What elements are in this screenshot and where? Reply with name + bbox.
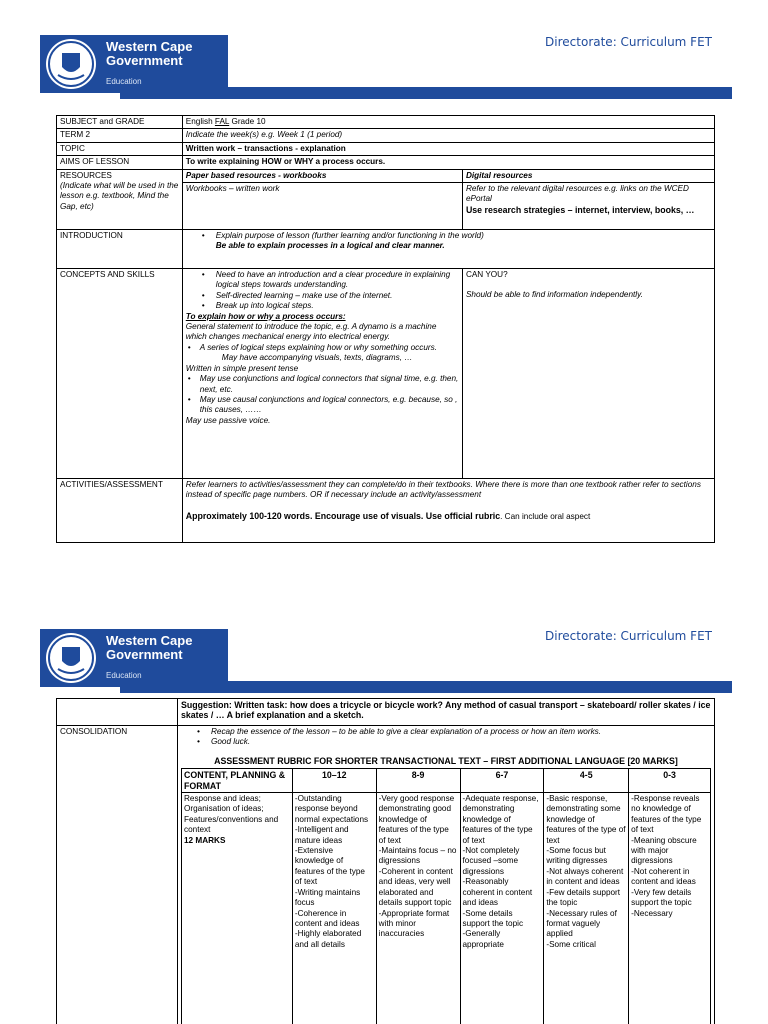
activities-label: ACTIVITIES/ASSESSMENT xyxy=(57,479,183,543)
introduction-content: • Explain purpose of lesson (further learning and/or functioning in the world) Be able to explain processes in a logical and clear manner. xyxy=(182,230,714,269)
term-value: Indicate the week(s) e.g. Week 1 (1 period) xyxy=(182,129,714,142)
subject-label: SUBJECT and GRADE xyxy=(57,116,183,129)
rubric-header-8-9: 8-9 xyxy=(376,769,460,793)
logo-title: Western Cape Government xyxy=(106,39,193,68)
header-divider xyxy=(120,681,732,693)
rubric-cell-4-5: -Basic response, demonstrating some knowledge of features of the type of text -Some focus but writing digresses -Not always coherent in content and ideas -Few details support the topic -Necessary rules of format vaguely applied -Some critical xyxy=(544,793,629,1024)
topic-value: Written work – transactions - explanation xyxy=(182,142,714,155)
rubric-header-4-5: 4-5 xyxy=(544,769,629,793)
coat-of-arms-icon xyxy=(46,633,96,683)
logo-subtitle: Education xyxy=(106,77,142,86)
digital-resources-heading: Digital resources xyxy=(462,169,714,182)
directorate-label: Directorate: Curriculum FET xyxy=(545,35,712,49)
consolidation-table xyxy=(56,698,715,1024)
rubric-cell-6-7: -Adequate response, demonstrating knowledge of features of the type of text -Not completely focused –some digressions -Reasonably coherent in content and ideas -Some details support the topic -Generally appropriate xyxy=(460,793,544,1024)
aims-value: To write explaining HOW or WHY a process occurs. xyxy=(182,156,714,169)
rubric-cell-10-12: -Outstanding response beyond normal expectations -Intelligent and mature ideas -Extensive knowledge of features of the type of text -Writing maintains focus -Coherence in content and ideas -Highly elaborated and all details xyxy=(292,793,376,1024)
directorate-label: Directorate: Curriculum FET xyxy=(545,629,712,643)
wcg-logo xyxy=(40,629,228,687)
rubric-criteria: Response and ideas; Organisation of ideas; Features/conventions and context 12 MARKS xyxy=(182,793,293,1024)
rubric-header-0-3: 0-3 xyxy=(629,769,711,793)
paper-resources-value: Workbooks – written work xyxy=(182,183,462,230)
aims-label: AIMS OF LESSON xyxy=(57,156,183,169)
introduction-label: INTRODUCTION xyxy=(57,230,183,269)
resources-label: RESOURCES (Indicate what will be used in the lesson e.g. textbook, Mind the Gap, etc) xyxy=(57,169,183,229)
rubric-cell-0-3: -Response reveals no knowledge of features of the type of text -Meaning obscure with major digressions -Not coherent in content and ideas -Very few details support the topic -Necessary xyxy=(629,793,711,1024)
logo-title: Western Cape Government xyxy=(106,633,193,662)
digital-resources-value: Refer to the relevant digital resources e.g. links on the WCED ePortal Use research strategies – internet, interview, books, … xyxy=(462,183,714,230)
activities-content: Refer learners to activities/assessment they can complete/do in their textbooks. Where there is more than one textbook rather refer to sections instead of specific page numbers. OR if necessary include an activity/assessment Approximately 100-120 words. Encourage use of visuals. Use official rubric. Can include oral aspect xyxy=(182,479,714,543)
assessment-rubric xyxy=(181,768,711,1024)
rubric-header-criteria: CONTENT, PLANNING & FORMAT xyxy=(182,769,293,793)
consolidation-label: CONSOLIDATION xyxy=(57,726,178,1024)
consolidation-content: • Recap the essence of the lesson – to be able to give a clear explanation of a process or how an item works. • Good luck. ASSESSMENT RUBRIC FOR SHORTER TRANSACTIONAL TEXT – FIRST ADDITIONAL LANGUAGE [20 MARKS] CONTENT, PLANNING & FORMAT 10–12 8-9 6-7 4-5 0-3 Response and ideas; Organisation of ideas; Features/conventions and context 12 MARKS -Outstanding response beyond normal expectations -Intelligent and mature ideas -Extensive knowledge of features of the type of text -Writing maintains focus -Coherence in content and ideas -Highly elaborated and all details -Very good response demonstrating good knowledge of features of the type of text -Maintains focus – no digressions -Coherent in content and ideas, very well elaborated and details support topic -Appropriate format with minor inaccuracies -Adequate response, demonstrating knowledge of features of the type of text -Not completely focused –some digressions -Reasonably coherent in content and ideas -Some details support the topic -Generally appropriate -Basic response, demonstrating some knowledge of features of the type of text -Some focus but writing digresses -Not always coherent in content and ideas -Few details support the topic -Necessary rules of format vaguely applied -Some critical -Response reveals no knowledge of features of the type of text -Meaning obscure with major digressions -Not coherent in content and ideas -Very few details support the topic -Necessary xyxy=(178,726,715,1024)
rubric-header-10-12: 10–12 xyxy=(292,769,376,793)
lesson-plan-table xyxy=(56,115,715,543)
rubric-header-6-7: 6-7 xyxy=(460,769,544,793)
rubric-title: ASSESSMENT RUBRIC FOR SHORTER TRANSACTIONAL TEXT – FIRST ADDITIONAL LANGUAGE [20 MARKS] xyxy=(214,755,678,766)
header-divider xyxy=(120,87,732,99)
logo-subtitle: Education xyxy=(106,671,142,680)
can-you-box: CAN YOU? Should be able to find information independently. xyxy=(462,269,714,479)
concepts-content: • Need to have an introduction and a clear procedure in explaining logical steps towards understanding. • Self-directed learning – make use of the internet. • Break up into logical steps. To explain how or why a process occurs: General statement to introduce the topic, e.g. A dynamo is a machine which changes mechanical energy into electrical energy. A series of logical steps explaining how or why something occurs. May have accompanying visuals, texts, diagrams, … Written in simple present tense May use conjunctions and logical connectors that signal time, e.g. then, next, etc. May use causal conjunctions and logical connectors, e.g. because, so , this causes, …… May use passive voice. xyxy=(182,269,462,479)
term-label: TERM 2 xyxy=(57,129,183,142)
paper-resources-heading: Paper based resources - workbooks xyxy=(182,169,462,182)
coat-of-arms-icon xyxy=(46,39,96,89)
suggestion-text: Suggestion: Written task: how does a tricycle or bicycle work? Any method of casual transport – skateboard/ roller skates / ice skates / … A brief explanation and a sketch. xyxy=(178,699,715,726)
concepts-label: CONCEPTS AND SKILLS xyxy=(57,269,183,479)
wcg-logo xyxy=(40,35,228,93)
rubric-cell-8-9: -Very good response demonstrating good knowledge of features of the type of text -Maintains focus – no digressions -Coherent in content and ideas, very well elaborated and details support topic -Appropriate format with minor inaccuracies xyxy=(376,793,460,1024)
topic-label: TOPIC xyxy=(57,142,183,155)
subject-value: English FAL Grade 10 xyxy=(182,116,714,129)
